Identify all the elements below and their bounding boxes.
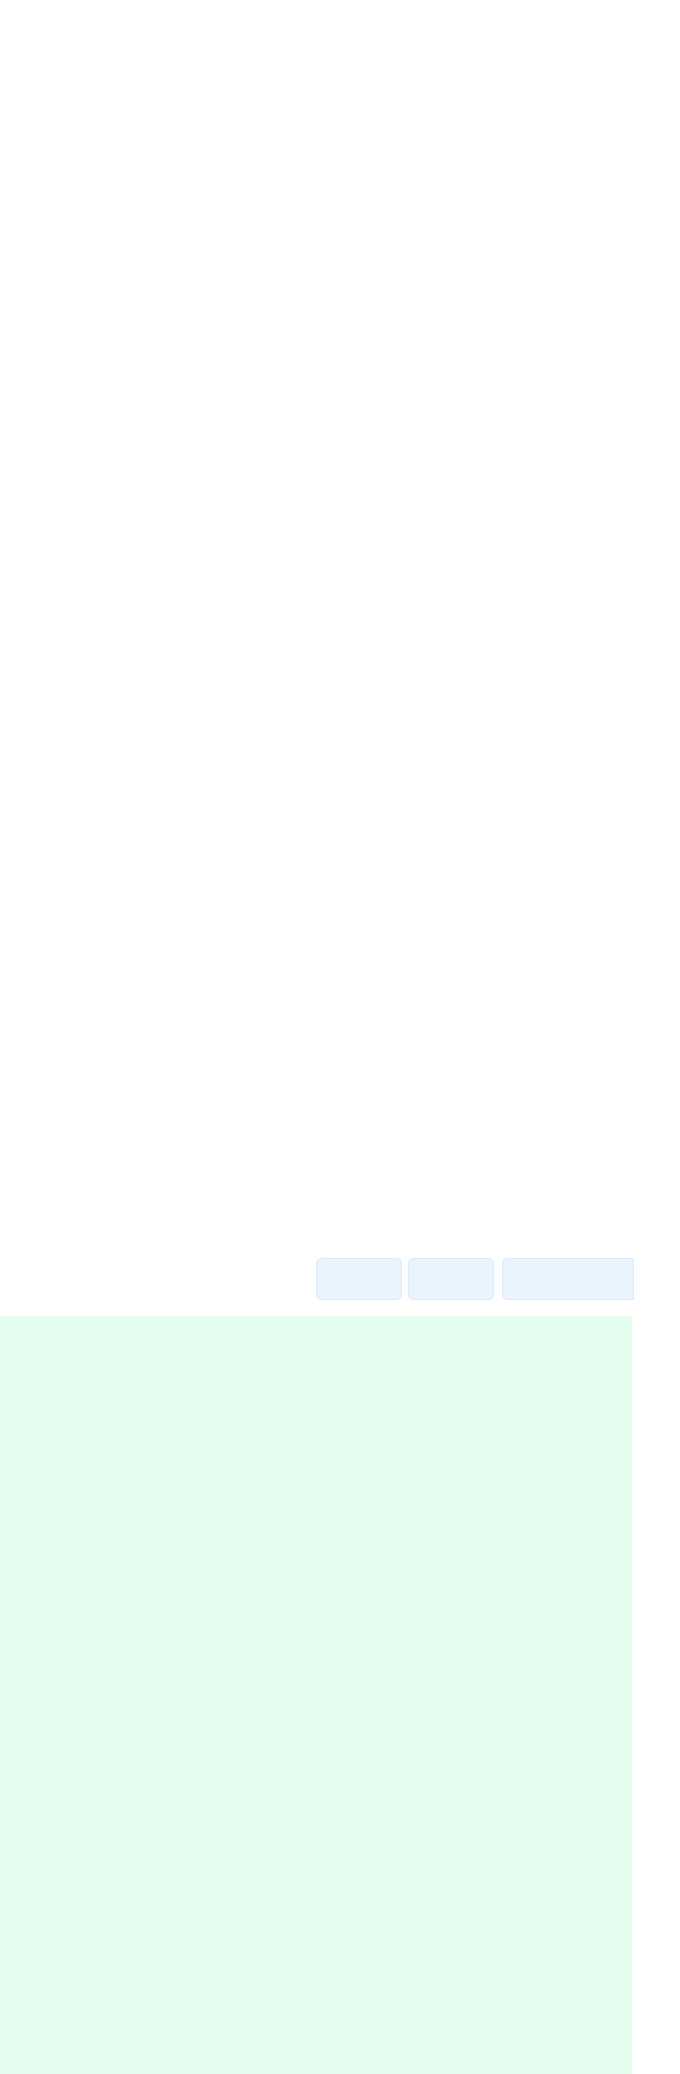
answer-panel [0, 1316, 632, 2074]
next-exercise-button[interactable] [408, 1258, 494, 1300]
exercise-nav-bar [0, 1254, 680, 1306]
prev-exercise-button[interactable] [316, 1258, 402, 1300]
all-exercises-button[interactable] [502, 1258, 634, 1300]
